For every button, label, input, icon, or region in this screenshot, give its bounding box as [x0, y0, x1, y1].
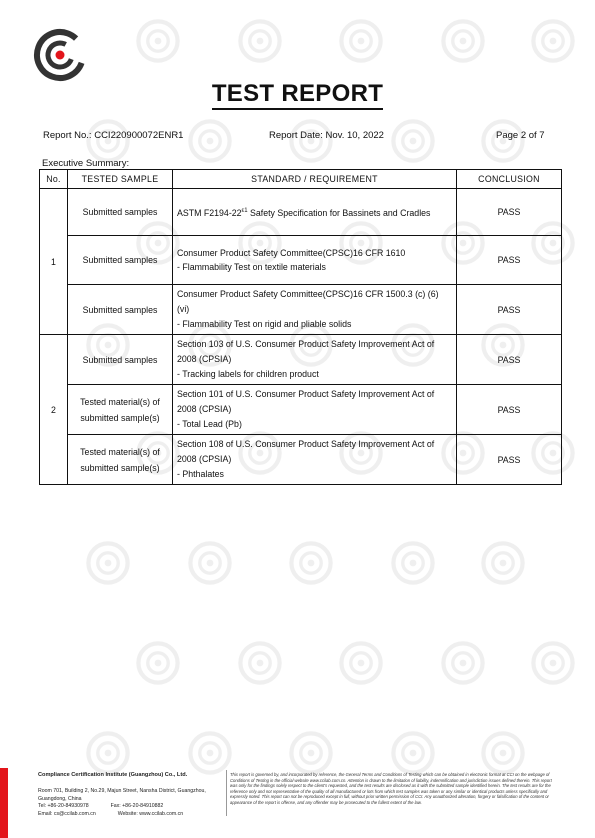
watermark-logo-icon	[338, 18, 384, 64]
conclusion-cell: PASS	[457, 285, 562, 335]
watermark-logo-icon	[288, 540, 334, 586]
header-no: No.	[40, 170, 68, 189]
group-number: 2	[40, 335, 68, 485]
watermark-logo-icon	[440, 640, 486, 686]
watermark-logo-icon	[187, 540, 233, 586]
header-standard: STANDARD / REQUIREMENT	[173, 170, 457, 189]
cci-logo-icon	[33, 28, 87, 82]
watermark-logo-icon	[530, 18, 576, 64]
tested-sample-cell: Submitted samples	[68, 236, 173, 285]
watermark-logo-icon	[288, 118, 334, 164]
tested-sample-cell: Submitted samples	[68, 335, 173, 385]
tested-sample-cell: Tested material(s) of submitted sample(s)	[68, 385, 173, 435]
footer-red-bar	[0, 768, 8, 838]
table-row	[40, 189, 562, 236]
watermark-logo-icon	[480, 540, 526, 586]
standard-cell: Section 108 of U.S. Consumer Product Safety Improvement Act of 2008 (CPSIA) - Phthalates	[173, 435, 457, 485]
tested-sample-cell: Tested material(s) of submitted sample(s)	[68, 435, 173, 485]
watermark-logo-icon	[390, 540, 436, 586]
watermark-logo-icon	[440, 18, 486, 64]
executive-summary-label: Executive Summary:	[42, 158, 130, 169]
footer-company: Compliance Certification Institute (Guangzhou) Co., Ltd.	[38, 772, 188, 778]
table-row	[40, 285, 562, 335]
footer-disclaimer: This report is governed by, and incorporated by reference, the General Terms and Conditions of Testing which can be obtained in electronic format at CCI on the webpage of Conditions of Testing in the official website www.ccilab.com.cn. Attention is drawn to the limitation of liability, indemnification and jurisdiction issues defined therein. This report was only for the findings solely respect to the client's requested, and the test results are disclosed as it with the submitted sample identified herein. The test results are for the reference only and not representative of the quality of all manufactured or lots from which test samples was taken or any similar or identical products unless specifically and expressly noted. This report can not be reproduced except in full, without prior written permission of CCI. Any unauthorized alteration, forgery or falsification of the content or appearance of the report is offense, and any offender may be prosecuted to the fullest extent of the law.	[230, 772, 552, 805]
footer-contact	[38, 772, 223, 818]
conclusion-cell: PASS	[457, 189, 562, 236]
watermark-logo-icon	[237, 18, 283, 64]
watermark-logo-icon	[390, 118, 436, 164]
footer-email-web: Email: cs@ccilab.com.cn Website: www.ccilab.com.cn	[38, 810, 184, 817]
watermark-logo-icon	[480, 730, 526, 776]
footer-address-1: Room 701, Building 2, No.29, Majun Street, Nansha District, Guangzhou,	[38, 788, 206, 795]
summary-table	[39, 169, 562, 485]
watermark-logo-icon	[85, 540, 131, 586]
table-row	[40, 236, 562, 285]
table-row	[40, 385, 562, 435]
conclusion-cell: PASS	[457, 435, 562, 485]
conclusion-cell: PASS	[457, 335, 562, 385]
watermark-logo-icon	[187, 118, 233, 164]
conclusion-cell: PASS	[457, 385, 562, 435]
watermark-logo-icon	[390, 730, 436, 776]
footer-tel-fax: Tel: +86-20-84930978 Fax: +86-20-84910882	[38, 803, 164, 810]
table-row	[40, 435, 562, 485]
watermark-logo-icon	[530, 640, 576, 686]
tested-sample-cell: Submitted samples	[68, 189, 173, 236]
standard-cell: Section 101 of U.S. Consumer Product Safety Improvement Act of 2008 (CPSIA) - Total Lead (Pb)	[173, 385, 457, 435]
watermark-logo-icon	[135, 18, 181, 64]
header-conclusion: CONCLUSION	[457, 170, 562, 189]
watermark-logo-icon	[135, 640, 181, 686]
standard-cell: Consumer Product Safety Committee(CPSC)16 CFR 1500.3 (c) (6) (vi) - Flammability Test on rigid and pliable solids	[173, 285, 457, 335]
watermark-logo-icon	[288, 730, 334, 776]
report-number: Report No.: CCI220900072ENR1	[43, 130, 184, 141]
header-tested-sample: TESTED SAMPLE	[68, 170, 173, 189]
footer-divider	[226, 770, 227, 816]
standard-cell: ASTM $F2194-22^{\varepsilon 1}$ Safety Specification for Bassinets and Cradles	[173, 189, 457, 236]
watermark-logo-icon	[338, 640, 384, 686]
group-number: 1	[40, 189, 68, 335]
footer-address-2: Guangdong, China	[38, 795, 82, 802]
watermark-logo-icon	[237, 640, 283, 686]
page-title: TEST REPORT	[0, 80, 595, 108]
table-header-row	[40, 170, 562, 189]
conclusion-cell: PASS	[457, 236, 562, 285]
table-row	[40, 335, 562, 385]
watermark-logo-icon	[85, 730, 131, 776]
watermark-logo-icon	[480, 118, 526, 164]
tested-sample-cell: Submitted samples	[68, 285, 173, 335]
page-number: Page 2 of 7	[496, 130, 545, 141]
standard-cell: Consumer Product Safety Committee(CPSC)16 CFR 1610 - Flammability Test on textile materials	[173, 236, 457, 285]
standard-cell: Section 103 of U.S. Consumer Product Safety Improvement Act of 2008 (CPSIA) - Tracking labels for children product	[173, 335, 457, 385]
report-date: Report Date: Nov. 10, 2022	[269, 130, 384, 141]
